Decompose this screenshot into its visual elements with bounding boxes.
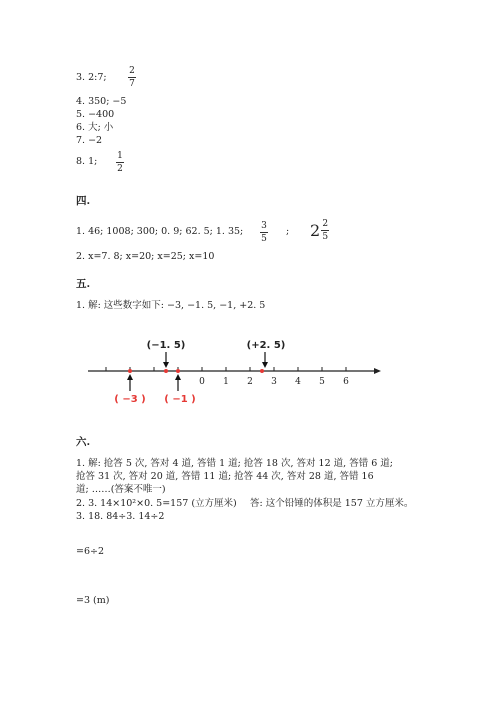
section5-q1: 1. 解: 这些数字如下: −3, −1. 5, −1, +2. 5 (76, 300, 266, 311)
fraction-numerator: 3 (261, 221, 267, 231)
label-neg3: ( −3 ) (114, 394, 146, 405)
answer-8: 8. 1; (76, 156, 98, 167)
section4-q1-sep: ; (286, 226, 290, 237)
section6-q1-line1: 1. 解: 抢答 5 次, 答对 4 道, 答错 1 道; 抢答 18 次, 答对 12 道, 答错 6 道; (76, 458, 393, 469)
section4-q1: 1. 46; 1008; 300; 0. 9; 62. 5; 1. 35; (76, 226, 244, 237)
arrow-head (127, 374, 133, 380)
answer-6: 6. 大; 小 (76, 122, 114, 133)
fraction-numerator: 2 (129, 66, 135, 76)
answer-5: 5. −400 (76, 109, 115, 120)
fraction-denominator: 7 (129, 79, 135, 89)
fraction-denominator: 2 (117, 164, 123, 174)
section-heading-4: 四. (76, 195, 91, 207)
tick-label: 4 (295, 377, 301, 387)
section6-q3: 3. 18. 84÷3. 14÷2 (76, 511, 165, 522)
point-neg3 (128, 369, 132, 373)
section6-q2: 2. 3. 14×10²×0. 5=157 (立方厘米) (76, 498, 237, 509)
axis-arrowhead (374, 368, 381, 374)
point-pos2-5 (260, 369, 264, 373)
tick-label: 2 (247, 377, 253, 387)
section6-q2-answer: 答: 这个铅锤的体积是 157 立方厘米。 (250, 498, 414, 509)
section6-q1-line2: 抢答 31 次, 答对 20 道, 答错 11 道; 抢答 44 次, 答对 28 道, 答错 16 (76, 471, 374, 482)
section6-step1: =6÷2 (76, 546, 105, 557)
fraction-numerator: 1 (117, 151, 123, 161)
tick-label: 5 (319, 377, 325, 387)
label-neg1: ( −1 ) (164, 394, 196, 405)
answer-4: 4. 350; −5 (76, 96, 127, 107)
arrow-head (262, 362, 268, 368)
section6-q1-line3: 道; ……(答案不唯一) (76, 484, 166, 495)
tick-label: 3 (271, 377, 277, 387)
label-pos2-5: (+2. 5) (246, 340, 286, 351)
tick-labels (199, 377, 349, 387)
point-neg1 (176, 369, 180, 373)
tick-label: 1 (223, 377, 229, 387)
label-neg1-5: (−1. 5) (146, 340, 186, 351)
fraction-numerator: 2 (322, 219, 329, 229)
answer-7: 7. −2 (76, 135, 103, 146)
tick-label: 0 (199, 377, 205, 387)
section-heading-5: 五. (76, 278, 91, 290)
fraction-denominator: 5 (261, 234, 267, 244)
fraction-denominator: 5 (322, 232, 329, 242)
arrow-head (175, 374, 181, 380)
section6-step2: =3 (m) (76, 595, 110, 606)
section4-q2: 2. x=7. 8; x=20; x=25; x=10 (76, 251, 215, 262)
answer-3: 3. 2:7; (76, 72, 107, 83)
mixed-whole: 2 (310, 221, 321, 240)
tick-label: 6 (343, 377, 349, 387)
section-heading-6: 六. (76, 436, 91, 448)
point-neg1-5 (164, 369, 168, 373)
arrow-head (163, 362, 169, 368)
